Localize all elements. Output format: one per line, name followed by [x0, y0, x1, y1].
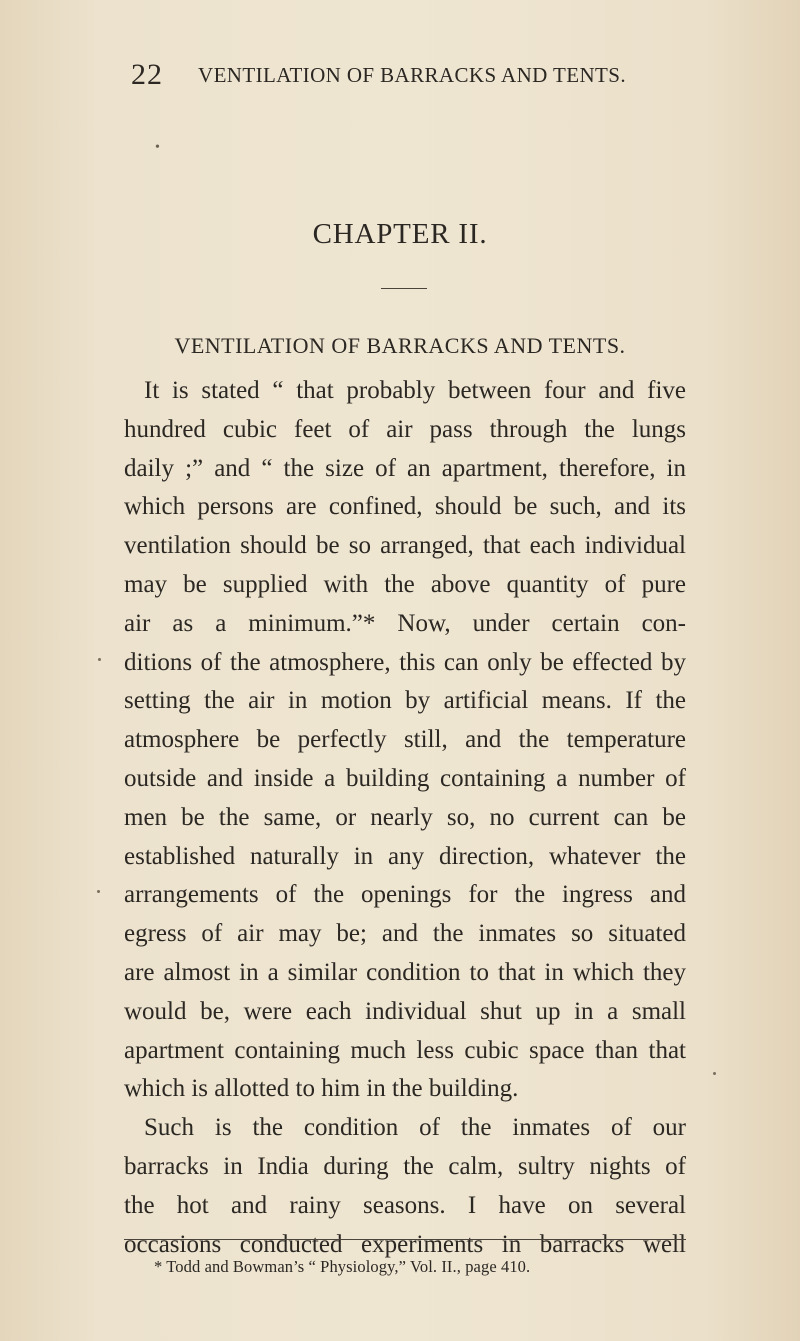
- text-line: would be, were each individual shut up in a small: [124, 997, 686, 1025]
- footnote-rule: [124, 1239, 686, 1240]
- text-line: Such is the condition of the inmates of our: [144, 1114, 686, 1142]
- chapter-heading: CHAPTER II.: [312, 218, 488, 250]
- text-line: daily ;” and “ the size of an apartment, therefore, in: [124, 454, 686, 482]
- stray-ink-mark: •: [155, 140, 160, 155]
- text-line: occasions conducted experiments in barracks well: [124, 1230, 686, 1258]
- text-line: established naturally in any direction, whatever the: [124, 842, 686, 870]
- text-line: outside and inside a building containing a number of: [124, 764, 686, 792]
- text-line: egress of air may be; and the inmates so situated: [124, 920, 686, 948]
- text-line: ditions of the atmosphere, this can only be effected by: [124, 648, 686, 676]
- text-line: may be supplied with the above quantity of pure: [124, 570, 686, 598]
- margin-speck: [713, 1072, 716, 1075]
- text-line: apartment containing much less cubic space than that: [124, 1036, 686, 1064]
- text-line: are almost in a similar condition to that in which they: [124, 958, 686, 986]
- text-line: ventilation should be so arranged, that each individual: [124, 532, 686, 560]
- chapter-divider-rule: [381, 288, 427, 289]
- body-text: [124, 372, 686, 1264]
- margin-speck: [97, 890, 100, 893]
- text-line: men be the same, or nearly so, no current can be: [124, 803, 686, 831]
- margin-speck: [98, 658, 101, 661]
- text-line: the hot and rainy seasons. I have on several: [124, 1191, 686, 1219]
- running-head: [131, 58, 671, 92]
- text-line: arrangements of the openings for the ingress and: [124, 881, 686, 909]
- text-line: air as a minimum.”* Now, under certain con-: [124, 609, 686, 637]
- text-line: It is stated “ that probably between four and five: [144, 377, 686, 404]
- text-line: atmosphere be perfectly still, and the temperature: [124, 726, 686, 754]
- text-line: which is allotted to him in the building.: [124, 1075, 519, 1103]
- text-line: barracks in India during the calm, sultry nights of: [124, 1152, 686, 1180]
- text-line: hundred cubic feet of air pass through the lungs: [124, 415, 686, 443]
- footnote: * Todd and Bowman’s “ Physiology,” Vol. II., page 410.: [154, 1257, 531, 1276]
- running-title: VENTILATION OF BARRACKS AND TENTS.: [198, 63, 626, 87]
- section-title: VENTILATION OF BARRACKS AND TENTS.: [174, 333, 626, 358]
- page-number: 22: [131, 58, 163, 91]
- text-line: which persons are confined, should be such, and its: [124, 493, 686, 521]
- text-line: setting the air in motion by artificial means. If the: [124, 687, 686, 715]
